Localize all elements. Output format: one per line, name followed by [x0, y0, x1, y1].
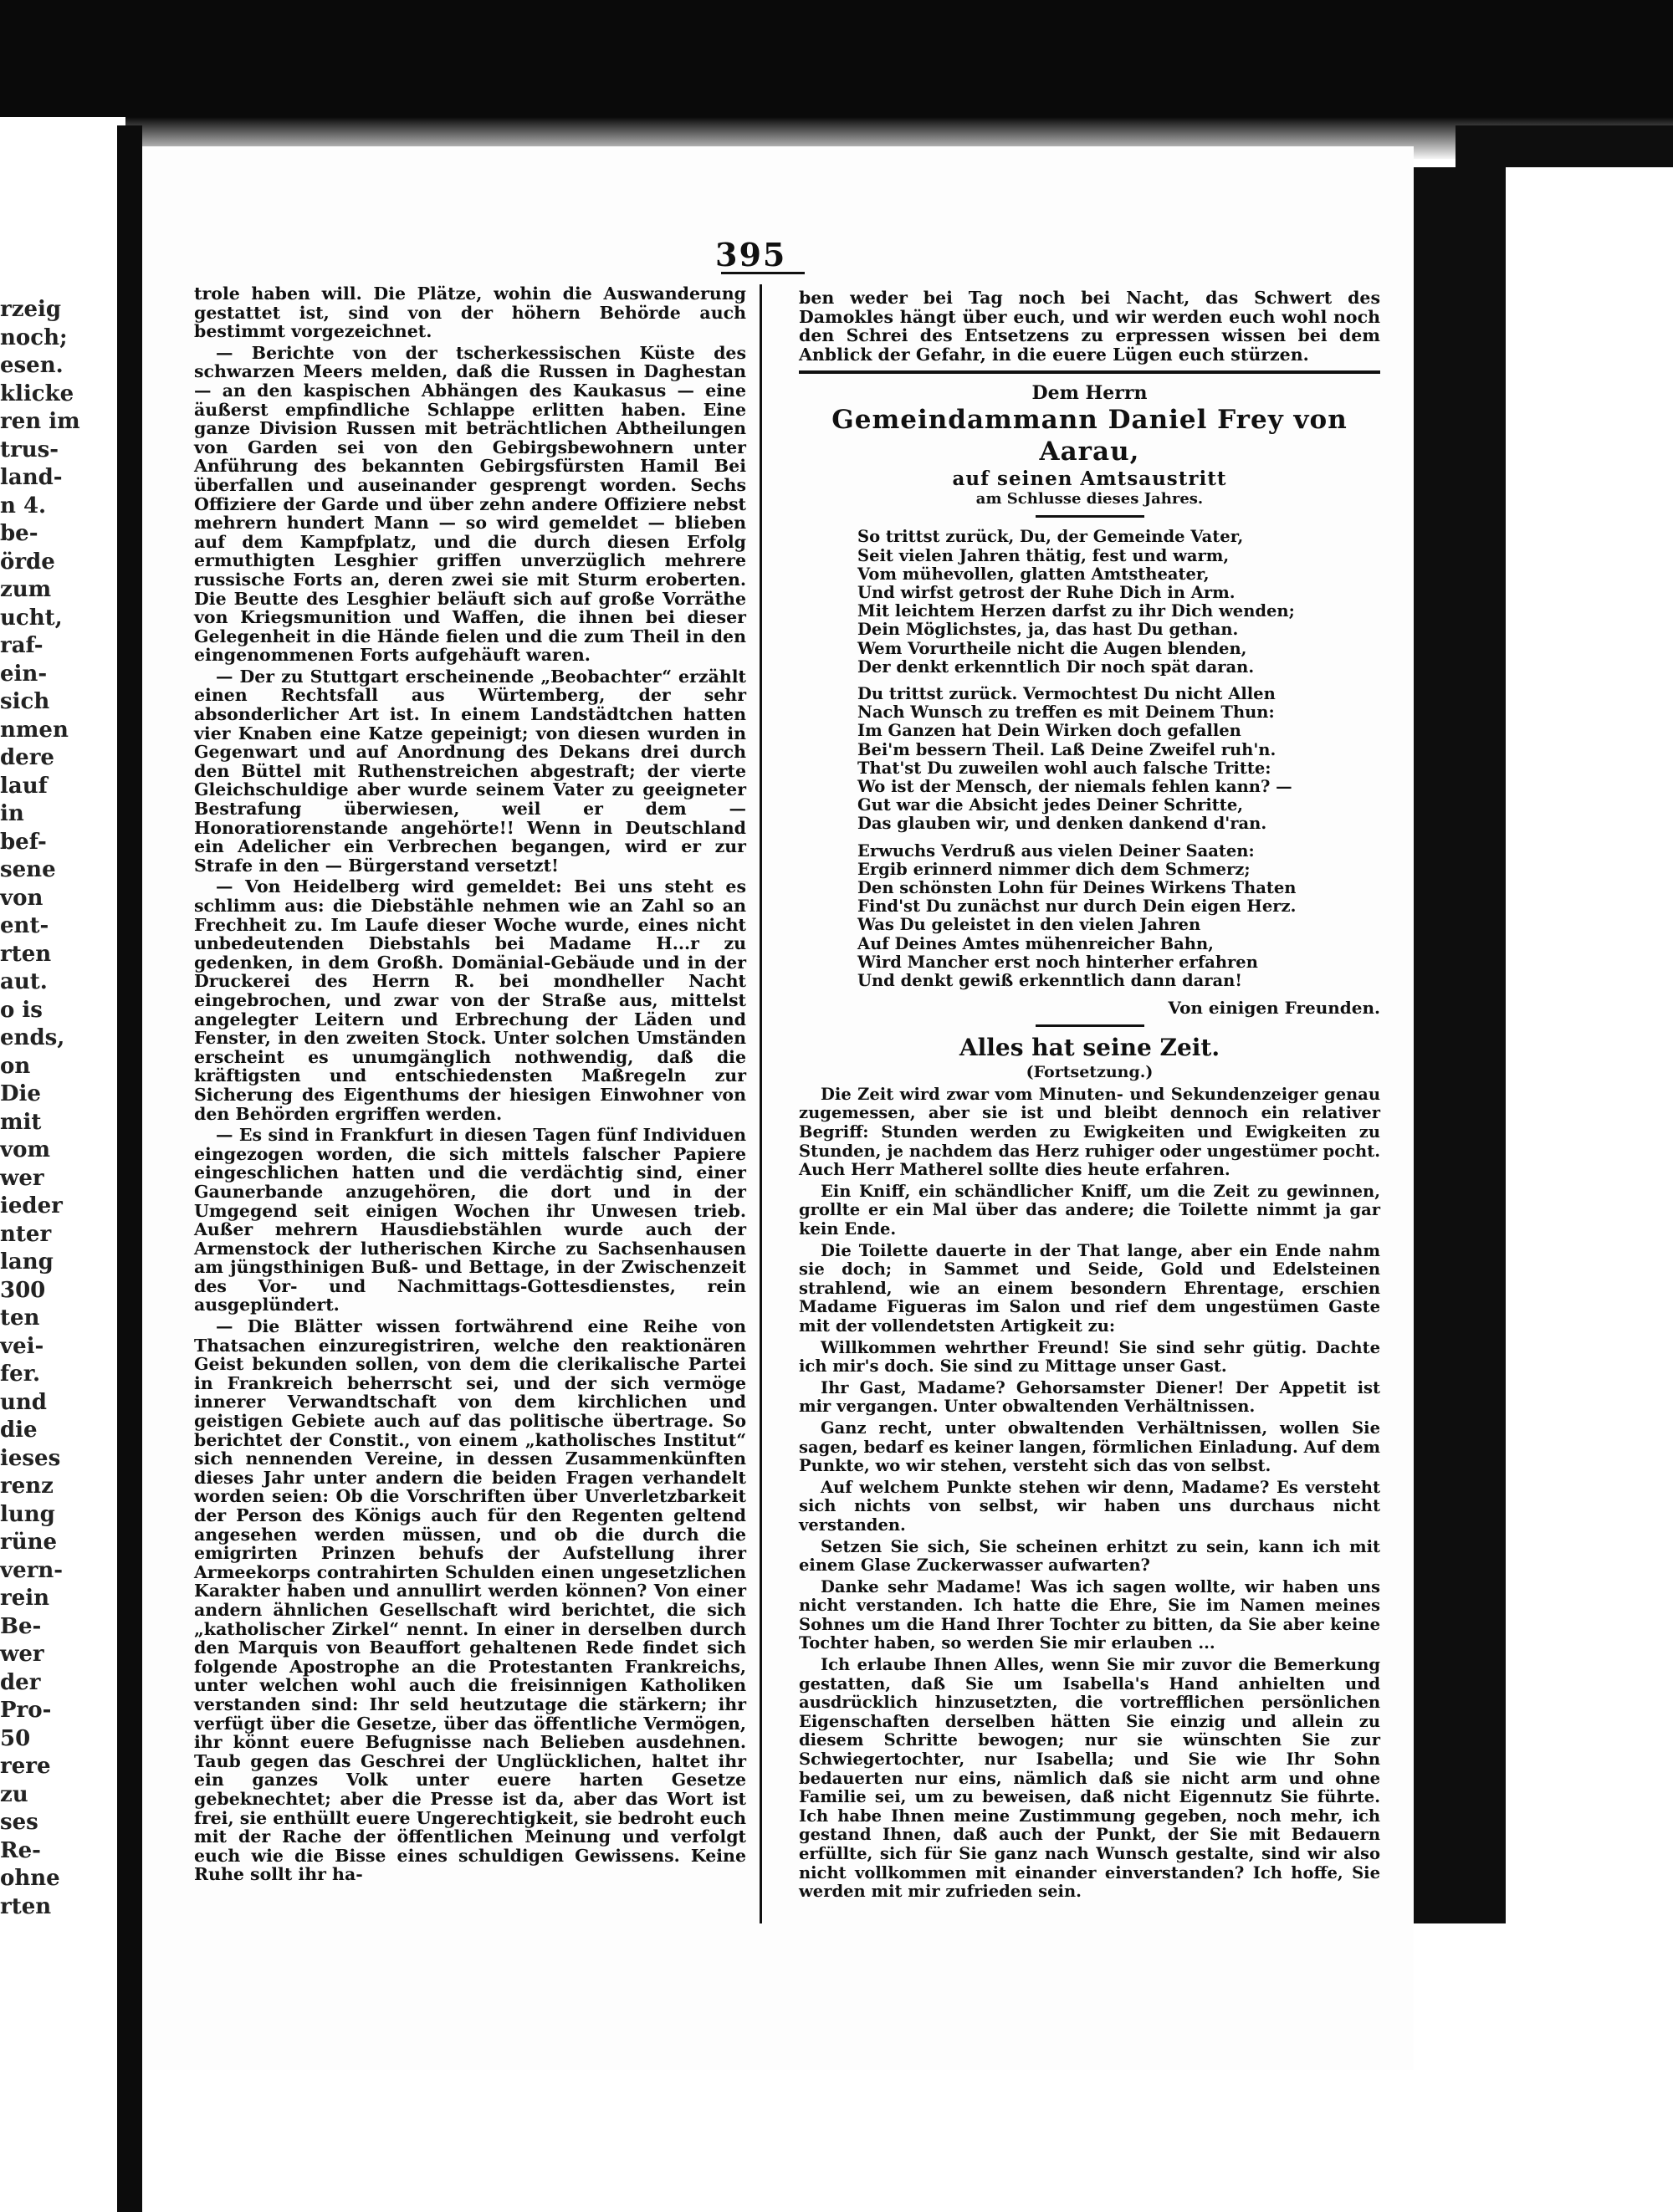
margin-fragment: renz — [0, 1474, 54, 1499]
margin-fragment: vei- — [0, 1333, 44, 1359]
continuation-paragraph: ben weder bei Tag noch bei Nacht, das Schwert des Damokles hängt über euch, und wir werden euch wohl noch den Schrei des Entsetzens zu erpressen wissen bei dem Anblick der Gefahr, in die euere Lügen euch stürzen. — [799, 288, 1380, 365]
poem-line: Und wirfst getrost der Ruhe Dich in Arm. — [857, 582, 1236, 602]
poem-line: Im Ganzen hat Dein Wirken doch gefallen — [857, 721, 1241, 741]
margin-fragment: dere — [0, 745, 54, 770]
margin-fragment: aut. — [0, 969, 48, 994]
margin-fragment: lauf — [0, 773, 48, 799]
margin-fragment: n 4. — [0, 493, 47, 519]
poem-stanza — [857, 528, 1380, 677]
margin-fragment: esen. — [0, 353, 64, 378]
margin-fragment: ten — [0, 1305, 40, 1331]
dedication-name: Gemeindammann Daniel Frey von Aarau, — [831, 405, 1348, 467]
margin-fragment: vom — [0, 1137, 50, 1162]
scan-top-border — [0, 0, 1673, 159]
poem-line: Seit vielen Jahren thätig, fest und warm, — [857, 545, 1230, 565]
poem-line: Dein Möglichstes, ja, das hast Du gethan. — [857, 620, 1239, 640]
article-paragraph: Ein Kniff, ein schändlicher Kniff, um die Zeit zu gewinnen, grollte er ein Mal über das andere; die Toilette nimmt ja gar kein Ende. — [799, 1181, 1380, 1239]
dedication-occasion: auf seinen Amtsaustritt — [952, 467, 1227, 491]
dedication-subline: am Schlusse dieses Jahres. — [975, 490, 1204, 508]
article-paragraph: Danke sehr Madame! Was ich sagen wollte, wir haben uns nicht verstanden. Ich hatte die Ehre, Sie im Namen meines Sohnes um die Hand Ihrer Tochter zu bitten, da Sie aber keine Tochter haben, so werden Sie mir erlauben ... — [799, 1576, 1380, 1653]
margin-fragment: vern- — [0, 1557, 64, 1583]
margin-fragment: trus- — [0, 437, 59, 462]
margin-fragment: ren im — [0, 409, 80, 434]
margin-fragment: Die — [0, 1081, 41, 1106]
margin-fragment: be- — [0, 521, 38, 546]
article-paragraph: Die Toilette dauerte in der That lange, aber ein Ende nahm sie doch; in Sammet und Seide, Gold und Edelsteinen strahlend, wie an einem besondern Ehrentage, erschien Madame Figueras im Salon und rief dem ungestümen Gaste mit der vollendetsten Artigkeit zu: — [799, 1240, 1380, 1336]
poem-line: Den schönsten Lohn für Deines Wirkens Thaten — [857, 878, 1297, 898]
previous-page-text-fragments — [0, 297, 117, 1919]
article-paragraph: Setzen Sie sich, Sie scheinen erhitzt zu sein, kann ich mit einem Glase Zuckerwasser aufwarten? — [799, 1536, 1380, 1576]
dedication-to: Dem Herrn — [1031, 382, 1148, 405]
article-paragraph: Die Zeit wird zwar vom Minuten- und Sekundenzeiger genau zugemessen, aber sie ist und bleibt dennoch ein relativer Begriff: Stunden werden zu Ewigkeiten und Ewigkeiten zu Stunden, je nachdem das Herz ruhiger oder ungestümer pocht. Auch Herr Matherel sollte dies heute erfahren. — [799, 1084, 1380, 1180]
margin-fragment: rzeig — [0, 297, 62, 322]
poem-signature: Von einigen Freunden. — [1168, 998, 1380, 1019]
poem-stanza — [857, 842, 1380, 991]
right-column — [799, 289, 1380, 1904]
margin-fragment: rüne — [0, 1530, 58, 1555]
article-paragraph: Ihr Gast, Madame? Gehorsamster Diener! Der Appetit ist mir vergangen. Unter obwaltenden Verhältnissen. — [799, 1377, 1380, 1417]
margin-fragment: nter — [0, 1221, 52, 1247]
poem-line: Und denkt gewiß erkenntlich dann daran! — [857, 971, 1242, 991]
margin-fragment: mit — [0, 1109, 42, 1135]
margin-fragment: ieses — [0, 1445, 61, 1471]
poem-line: That'st Du zuweilen wohl auch falsche Tritte: — [857, 758, 1271, 778]
article-paragraph: Willkommen wehrther Freund! Sie sind sehr gütig. Dachte ich mir's doch. Sie sind zu Mittage unser Gast. — [799, 1337, 1380, 1377]
page-edge-right — [1405, 167, 1506, 1923]
news-paragraph: trole haben will. Die Plätze, wohin die Auswanderung gestattet ist, sind von der höhern Behörde auch bestimmt vorgezeichnet. — [194, 284, 746, 342]
margin-fragment: örde — [0, 549, 55, 575]
margin-fragment: wer — [0, 1642, 44, 1667]
poem-line: Wo ist der Mensch, der niemals fehlen kann? — — [857, 777, 1292, 797]
poem-line: Vom mühevollen, glatten Amtstheater, — [857, 564, 1210, 584]
margin-fragment: ends, — [0, 1025, 65, 1050]
margin-fragment: rten — [0, 941, 52, 967]
margin-fragment: lung — [0, 1501, 55, 1527]
margin-fragment: rere — [0, 1754, 51, 1779]
margin-fragment: und — [0, 1389, 47, 1415]
margin-fragment: land- — [0, 465, 63, 490]
margin-fragment: rein — [0, 1586, 50, 1611]
poem — [857, 528, 1380, 990]
poem-line: Wem Vorurtheile nicht die Augen blenden, — [857, 638, 1247, 658]
margin-fragment: Re- — [0, 1837, 41, 1863]
margin-fragment: bef- — [0, 829, 47, 855]
margin-fragment: sene — [0, 857, 56, 882]
margin-fragment: lang — [0, 1249, 54, 1275]
poem-line: Was Du geleistet in den vielen Jahren — [857, 915, 1201, 935]
margin-fragment: zum — [0, 577, 52, 602]
margin-fragment: ses — [0, 1810, 38, 1835]
margin-fragment: raf- — [0, 633, 43, 658]
page-number: 395 — [715, 236, 787, 273]
margin-fragment: wer — [0, 1165, 44, 1191]
margin-fragment: nmen — [0, 717, 69, 743]
margin-fragment: von — [0, 885, 43, 911]
poem-line: Das glauben wir, und denken dankend d'ran. — [857, 814, 1267, 834]
margin-fragment: Be- — [0, 1613, 42, 1639]
dedication-rule — [1036, 515, 1144, 518]
margin-fragment: ieder — [0, 1193, 63, 1218]
article-title: Alles hat seine Zeit. — [959, 1033, 1220, 1061]
margin-fragment: noch; — [0, 324, 68, 350]
margin-fragment: in — [0, 801, 24, 826]
margin-fragment: die — [0, 1418, 38, 1443]
poem-line: Mit leichtem Herzen darfst zu ihr Dich wenden; — [857, 601, 1295, 621]
news-paragraph: — Es sind in Frankfurt in diesen Tagen fünf Individuen eingezogen worden, die sich mittels falscher Papiere eingeschlichen hatten und die verdächtig sind, einer Gaunerbande anzugehören, die dort und in der Umgegend seit einigen Wochen ihr Unwesen trieb. Außer mehrern Hausdiebstählen wurde auch der Armenstock der lutherischen Kirche zu Sachsenhausen am jüngsthinigen Buß- und Bettage, in der Zwischenzeit des Vor- und Nachmittags-Gottesdienstes, rein ausgeplündert. — [194, 1125, 746, 1315]
poem-line: Erwuchs Verdruß aus vielen Deiner Saaten: — [857, 840, 1255, 861]
poem-line: Find'st Du zunächst nur durch Dein eigen Herz. — [857, 897, 1297, 917]
article-subtitle: (Fortsetzung.) — [1026, 1062, 1154, 1081]
article-paragraph: Ich erlaube Ihnen Alles, wenn Sie mir zuvor die Bemerkung gestatten, daß Sie um Isabella's Hand anhielten und ausdrücklich hinzusetzten, die vortrefflichen persönlichen Eigenschaften derselben hätten Sie einzig und allein zu diesem Schritte bewogen; nur sie wünschten Sie zur Schwiegertochter, nur Isabella; und Sie wie Ihr Sohn bedauerten nur eins, nämlich daß sie nicht arm und ohne Familie sei, um zu beweisen, daß nicht Eigennutz Sie führte. Ich habe Ihnen meine Zustimmung gegeben, noch mehr, ich gestand Ihnen, daß auch der Punkt, der Sie mit Bedauern erfüllte, sich für Sie ganz nach Wunsch gestalte, sind wir also nicht vollkommen mit einander einverstanden? Ich hoffe, Sie werden mit mir zufrieden sein. — [799, 1655, 1380, 1902]
article-paragraph: Auf welchem Punkte stehen wir denn, Madame? Es versteht sich nichts von selbst, wir haben uns durchaus nicht verstanden. — [799, 1477, 1380, 1535]
column-divider — [760, 284, 762, 1923]
article-body — [799, 1086, 1380, 1902]
poem-stanza — [857, 685, 1380, 834]
book-gutter — [117, 125, 142, 2212]
margin-fragment: ent- — [0, 913, 49, 938]
margin-fragment: 50 — [0, 1725, 31, 1751]
poem-line: Du trittst zurück. Vermochtest Du nicht Allen — [857, 684, 1276, 703]
margin-fragment: fer. — [0, 1361, 41, 1387]
margin-fragment: 300 — [0, 1277, 46, 1303]
margin-fragment: klicke — [0, 381, 74, 406]
poem-line: Ergib erinnerd nimmer dich dem Schmerz; — [857, 859, 1251, 879]
margin-fragment: rten — [0, 1893, 52, 1919]
left-column — [194, 284, 746, 1887]
scan-right-margin — [1506, 167, 1673, 2212]
news-paragraph: — Der zu Stuttgart erscheinende „Beobachter“ erzählt einen Rechtsfall aus Würtemberg, der sehr absonderlicher Art ist. In einem Landstädtchen hatten vier Knaben eine Katze gepeinigt; von diesen wurden in Gegenwart und auf Anordnung des Dekans drei durch den Büttel mit Ruthenstreichen abgestraft; der vierte Gleichschuldige aber wurde seinem Vater zu geeigneter Bestrafung überwiesen, weil er dem — Honoratiorenstande angehörte!! Wenn in Deutschland ein Adelicher ein Verbrechen begangen, wird er zur Strafe in den — Bürgerstand versetzt! — [194, 666, 746, 876]
margin-fragment: ohne — [0, 1866, 60, 1891]
article-rule — [1036, 1024, 1144, 1027]
margin-fragment: on — [0, 1053, 31, 1079]
poem-line: Gut war die Absicht jedes Deiner Schritte, — [857, 795, 1244, 815]
margin-fragment: ein- — [0, 661, 48, 687]
page-number-rule — [721, 272, 805, 274]
margin-fragment: Pro- — [0, 1698, 52, 1723]
news-paragraph: — Berichte von der tscherkessischen Küste des schwarzen Meers melden, daß die Russen in Daghestan — an den kaspischen Abhängen des Kaukasus — eine äußerst empfindliche Schlappe erlitten haben. Eine ganze Division Russen mit beträchtlichen Abtheilungen von Garden sei von den Gebirgsbewohnern unter Anführung des bekannten Gebirgsfürsten Hamil Bei überfallen und auseinander gesprengt worden. Sechs Offiziere der Garde und über zehn andere Offiziere nebst mehrern hundert Mann — so wird gemeldet — blieben auf dem Kampfplatz, und die durch diesen Erfolg ermuthigten Lesghier griffen unverzüglich mehrere russische Forts an, deren zwei sie mit Sturm eroberten. Die Beutte des Lesghier beläuft sich auf große Vorräthe von Kriegsmunition und Waffen, die ihnen bei dieser Gelegenheit in die Hände fielen und die zum Theil in den eingenommenen Forts aufgehäuft waren. — [194, 342, 746, 666]
poem-line: Bei'm bessern Theil. Laß Deine Zweifel ruh'n. — [857, 739, 1276, 759]
margin-fragment: ucht, — [0, 605, 63, 631]
margin-fragment: o is — [0, 997, 43, 1023]
news-paragraph: — Die Blätter wissen fortwährend eine Reihe von Thatsachen einzuregistriren, welche den reaktionären Geist bekunden sollen, von dem die clerikalische Partei in Frankreich beherrscht sei, und der sich vermöge innerer Verwandtschaft von dem kirchlichen und geistigen Gebiete auch auf das politische übertrage. So berichtet der Constit., von einem „katholisches Institut“ sich nennenden Vereine, in dessen Zusammenkünften dieses Jahr unter andern die beiden Fragen verhandelt worden seien: Ob die Vorschriften über Unverletzbarkeit der Person des Königs auch für den Regenten geltend angesehen werden müssen, und ob die durch die emigrirten Prinzen behufs der Aufstellung ihrer Armeekorps contrahirten Schulden einen ungesetzlichen Karakter haben und annullirt werden können? Von einer andern ähnlichen Gesellschaft wird berichtet, die sich „katholischer Zirkel“ nennt. In einer in derselben durch den Marquis von Beauffort gehaltenen Rede findet sich folgende Apostrophe an die Protestanten Frankreichs, unter welchen wohl auch die freisinnigen Katholiken verstanden sind: Ihr seld heutzutage die stärkern; ihr verfügt über die Gesetze, über das öffentliche Vermögen, ihr könnt euere Befugnisse nach Belieben ausdehnen. Taub gegen das Geschrei der Unglücklichen, haltet ihr ein ganzes Volk unter euere harten Gesetze gebeknechtet; aber die Presse ist da, aber das Wort ist frei, sie enthüllt euere Ungerechtigkeit, sie bedroht euch mit der Rache der öffentlichen Meinung und verfolgt euch wie die Bisse eines schuldigen Gewissens. Keine Ruhe sollt ihr ha- — [194, 1316, 746, 1885]
poem-line: Wird Mancher erst noch hinterher erfahren — [857, 952, 1258, 972]
section-rule — [799, 370, 1380, 374]
article-paragraph: Ganz recht, unter obwaltenden Verhältnissen, wollen Sie sagen, bedarf es keiner langen, förmlichen Einladung. Auf dem Punkte, wo wir stehen, versteht sich das von selbst. — [799, 1418, 1380, 1476]
margin-fragment: zu — [0, 1781, 28, 1807]
margin-fragment: sich — [0, 689, 50, 714]
margin-fragment: der — [0, 1669, 41, 1695]
news-paragraph: — Von Heidelberg wird gemeldet: Bei uns steht es schlimm aus: die Diebstähle nehmen wie an Zahl so an Frechheit zu. Im Laufe dieser Woche wurde, eines nicht unbedeutenden Diebstahls bei Madame H...r zu gedenken, in dem Großh. Domänial-Gebäude und in der Druckerei des Herrn R. bei mondheller Nacht eingebrochen, und zwar von der Straße aus, mittelst angelegter Leitern und Erbrechung der Läden und Fenster, in den zweiten Stock. Unter solchen Umständen erscheint es unumgänglich nothwendig, daß die kräftigsten und entschiedensten Maßregeln zur Sicherung des Eigenthums der hiesigen Einwohner von den Behörden ergriffen werden. — [194, 876, 746, 1124]
poem-line: Der denkt erkenntlich Dir noch spät daran. — [857, 656, 1255, 677]
poem-line: Nach Wunsch zu treffen es mit Deinem Thun: — [857, 702, 1275, 723]
poem-line: So trittst zurück, Du, der Gemeinde Vater, — [857, 527, 1244, 547]
poem-line: Auf Deines Amtes mühenreicher Bahn, — [857, 933, 1214, 953]
